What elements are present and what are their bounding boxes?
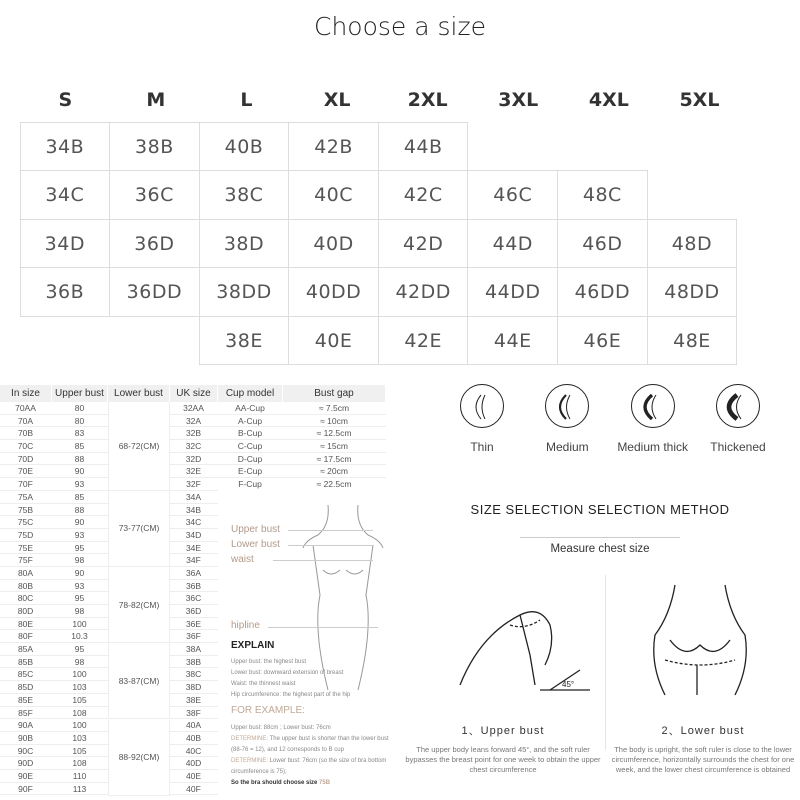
in-size-cell: 70AA [0, 402, 52, 414]
grid-cell: 36D [109, 219, 200, 269]
upper-bust-illustration-icon [450, 575, 600, 705]
thickness-option [525, 380, 609, 456]
example-heading: FOR EXAMPLE: [231, 705, 305, 716]
upper-bust-cell: 83 [52, 427, 108, 439]
in-size-cell: 90B [0, 732, 52, 744]
uk-size-cell: 32C [170, 440, 218, 452]
uk-size-cell: 36E [170, 618, 218, 630]
uk-size-cell: 38B [170, 656, 218, 668]
grid-cell: 44DD [467, 267, 558, 317]
grid-cell: 40E [288, 316, 379, 366]
upper-bust-cell: 103 [52, 681, 108, 693]
grid-cell: 40C [288, 170, 379, 220]
size-header: 4XL [588, 89, 629, 111]
lower-bust-group: 78-82(CM) [108, 567, 170, 643]
upper-bust-cell: 85 [52, 440, 108, 452]
column-header: Upper bust [52, 385, 108, 402]
uk-size-cell: 32F [170, 478, 218, 490]
table-row [0, 415, 386, 428]
in-size-cell: 85E [0, 694, 52, 706]
angle-label: 45° [562, 680, 575, 689]
upper-bust-cell: 108 [52, 757, 108, 769]
upper-bust-cell: 93 [52, 580, 108, 592]
in-size-cell: 85F [0, 707, 52, 719]
grid-row [20, 122, 745, 171]
upper-bust-cell: 90 [52, 516, 108, 528]
uk-size-cell: 34E [170, 542, 218, 554]
step-2-description: The body is upright, the soft ruler is close to the lower circumference, horizontally surrounds the chest for one week, and the lower chest circumference is obtained [611, 745, 795, 774]
in-size-cell: 70F [0, 478, 52, 490]
grid-cell: 42C [378, 170, 469, 220]
uk-size-cell: 36C [170, 592, 218, 604]
size-header: 2XL [407, 89, 448, 111]
upper-bust-cell: 100 [52, 618, 108, 630]
table-row [0, 465, 386, 478]
uk-size-cell: 36D [170, 605, 218, 617]
grid-row [20, 268, 745, 317]
grid-cell: 46E [557, 316, 648, 366]
uk-size-cell: 36F [170, 630, 218, 642]
waist-label: waist [231, 554, 254, 565]
in-size-cell: 90F [0, 783, 52, 795]
lower-bust-group: 88-92(CM) [108, 720, 170, 796]
grid-cell: 40B [199, 122, 290, 172]
uk-size-cell: 40F [170, 783, 218, 795]
upper-bust-cell: 10.3 [52, 630, 108, 642]
selection-heading: SIZE SELECTION SELECTION METHOD [470, 502, 730, 517]
upper-bust-cell: 110 [52, 770, 108, 782]
cup-model-cell: AA-Cup [218, 402, 283, 414]
size-header: L [240, 89, 253, 111]
explain-line: Upper bust: the highest bust [231, 659, 307, 665]
in-size-cell: 75B [0, 504, 52, 516]
upper-bust-cell: 80 [52, 402, 108, 414]
in-size-cell: 75D [0, 529, 52, 541]
upper-bust-cell: 108 [52, 707, 108, 719]
uk-size-cell: 34A [170, 491, 218, 503]
grid-cell: 42D [378, 219, 469, 269]
grid-cell: 44E [467, 316, 558, 366]
in-size-cell: 90E [0, 770, 52, 782]
uk-size-cell: 32D [170, 453, 218, 465]
uk-size-cell: 34B [170, 504, 218, 516]
table-row [0, 427, 386, 440]
uk-size-cell: 32E [170, 465, 218, 477]
grid-row [20, 171, 745, 220]
bust-gap-cell: ≈ 12.5cm [283, 427, 386, 439]
lower-bust-label: Lower bust [231, 539, 280, 550]
step-1-description: The upper body leans forward 45°, and the soft ruler bypasses the breast point for one week to obtain the upper chest circumference [405, 745, 601, 774]
in-size-cell: 90A [0, 719, 52, 731]
cup-model-cell: C-Cup [218, 440, 283, 452]
upper-bust-cell: 95 [52, 643, 108, 655]
uk-size-cell: 40A [170, 719, 218, 731]
cup-model-cell: F-Cup [218, 478, 283, 490]
size-header: S [58, 89, 73, 111]
in-size-cell: 75F [0, 554, 52, 566]
uk-size-cell: 36B [170, 580, 218, 592]
in-size-cell: 75E [0, 542, 52, 554]
uk-size-cell: 32B [170, 427, 218, 439]
table-header-row [0, 385, 386, 402]
upper-bust-cell: 113 [52, 783, 108, 795]
size-header: XL [323, 89, 351, 111]
upper-bust-cell: 93 [52, 529, 108, 541]
grid-cell: 38D [199, 219, 290, 269]
fabric-thickness-icon [460, 384, 504, 428]
uk-size-cell: 32AA [170, 402, 218, 414]
in-size-cell: 80E [0, 618, 52, 630]
upper-bust-cell: 98 [52, 605, 108, 617]
step-2-title: 2、Lower bust [661, 725, 745, 737]
grid-row [20, 219, 745, 268]
explain-line: Hip circumference: the highest part of the hip [231, 692, 351, 698]
hipline-label: hipline [231, 620, 260, 631]
thickness-option [611, 380, 695, 456]
grid-cell: 36C [109, 170, 200, 220]
in-size-cell: 90C [0, 745, 52, 757]
size-header: 5XL [679, 89, 720, 111]
grid-cell: 46DD [557, 267, 648, 317]
column-header: UK size [170, 385, 218, 402]
upper-bust-cell: 80 [52, 415, 108, 427]
in-size-cell: 75C [0, 516, 52, 528]
grid-cell: 42E [378, 316, 469, 366]
in-size-cell: 90D [0, 757, 52, 769]
in-size-cell: 70E [0, 465, 52, 477]
in-size-cell: 70D [0, 453, 52, 465]
uk-size-cell: 40B [170, 732, 218, 744]
upper-bust-cell: 88 [52, 453, 108, 465]
fabric-thickness-icon [631, 384, 675, 428]
grid-cell: 36B [20, 267, 111, 317]
example-conclusion: So the bra should choose size 75B [231, 780, 331, 786]
lower-bust-illustration-icon [635, 575, 765, 705]
uk-size-cell: 38E [170, 694, 218, 706]
in-size-cell: 70A [0, 415, 52, 427]
grid-cell [557, 122, 648, 172]
upper-bust-cell: 90 [52, 465, 108, 477]
thickness-label: Thickened [710, 440, 766, 454]
bust-gap-cell: ≈ 22.5cm [283, 478, 386, 490]
grid-cell: 46C [467, 170, 558, 220]
grid-header-row [20, 80, 745, 122]
grid-cell: 48E [647, 316, 738, 366]
in-size-cell: 70B [0, 427, 52, 439]
grid-cell: 38C [199, 170, 290, 220]
grid-cell: 34B [20, 122, 111, 172]
upper-bust-cell: 98 [52, 656, 108, 668]
table-row [0, 478, 386, 491]
thickness-label: Medium [545, 440, 589, 454]
uk-size-cell: 40C [170, 745, 218, 757]
upper-bust-cell: 90 [52, 567, 108, 579]
uk-size-cell: 38D [170, 681, 218, 693]
cup-model-cell: D-Cup [218, 453, 283, 465]
column-header: In size [0, 385, 52, 402]
upper-bust-cell: 103 [52, 732, 108, 744]
example-line: DETERMINE: The upper bust is shorter than the lower bust (88-76 = 12), and 12 corresponds to B cup [231, 736, 389, 753]
in-size-cell: 80D [0, 605, 52, 617]
thickness-option [696, 380, 780, 456]
uk-size-cell: 32A [170, 415, 218, 427]
grid-cell: 44B [378, 122, 469, 172]
grid-cell: 40DD [288, 267, 379, 317]
grid-cell: 44D [467, 219, 558, 269]
body-figure-panel [218, 490, 389, 797]
in-size-cell: 85C [0, 668, 52, 680]
grid-cell: 42DD [378, 267, 469, 317]
uk-size-cell: 34F [170, 554, 218, 566]
grid-cell: 40D [288, 219, 379, 269]
column-header: Cup model [218, 385, 283, 402]
fabric-thickness-icon [545, 384, 589, 428]
example-line: Upper bust: 88cm ; Lower bust: 76cm [231, 725, 331, 731]
in-size-cell: 80B [0, 580, 52, 592]
table-row [0, 402, 386, 415]
fabric-thickness-icon [716, 384, 760, 428]
upper-bust-cell: 100 [52, 719, 108, 731]
column-header: Lower bust [108, 385, 170, 402]
upper-bust-label: Upper bust [231, 524, 280, 535]
grid-cell [20, 316, 111, 366]
upper-bust-cell: 95 [52, 592, 108, 604]
grid-cell: 48D [647, 219, 738, 269]
grid-cell [109, 316, 200, 366]
lower-bust-group: 83-87(CM) [108, 643, 170, 719]
cup-model-cell: A-Cup [218, 415, 283, 427]
bust-gap-cell: ≈ 20cm [283, 465, 386, 477]
uk-size-cell: 34C [170, 516, 218, 528]
grid-cell: 36DD [109, 267, 200, 317]
uk-size-cell: 36A [170, 567, 218, 579]
thickness-label: Thin [470, 440, 494, 454]
explain-heading: EXPLAIN [231, 640, 275, 651]
uk-size-cell: 38C [170, 668, 218, 680]
thickness-options [440, 380, 780, 456]
bust-gap-cell: ≈ 17.5cm [283, 453, 386, 465]
grid-cell [467, 122, 558, 172]
in-size-cell: 85D [0, 681, 52, 693]
page-title: Choose a size [314, 12, 486, 41]
explain-line: Lower bust: downward extension of breast [231, 670, 344, 676]
grid-cell: 38B [109, 122, 200, 172]
in-size-cell: 80A [0, 567, 52, 579]
in-size-cell: 70C [0, 440, 52, 452]
example-line: DETERMINE: Lower bust: 76cm (so the size of bra bottom circumference is 75); [231, 758, 387, 775]
uk-size-cell: 38F [170, 707, 218, 719]
table-row [0, 453, 386, 466]
in-size-cell: 75A [0, 491, 52, 503]
column-header: Bust gap [283, 385, 386, 402]
lower-bust-group: 68-72(CM) [108, 402, 170, 491]
explain-line: Waist: the thinnest waist [231, 681, 296, 687]
grid-cell: 48C [557, 170, 648, 220]
grid-cell [647, 122, 738, 172]
grid-cell: 42B [288, 122, 379, 172]
step-1-title: 1、Upper bust [461, 725, 545, 737]
lower-bust-group: 73-77(CM) [108, 491, 170, 567]
measure-heading: Measure chest size [550, 543, 650, 555]
grid-row [20, 316, 745, 365]
upper-bust-cell: 98 [52, 554, 108, 566]
grid-cell: 38DD [199, 267, 290, 317]
grid-cell: 34C [20, 170, 111, 220]
upper-bust-cell: 93 [52, 478, 108, 490]
upper-bust-cell: 88 [52, 504, 108, 516]
bust-gap-cell: ≈ 7.5cm [283, 402, 386, 414]
uk-size-cell: 38A [170, 643, 218, 655]
cup-model-cell: E-Cup [218, 465, 283, 477]
size-header: 3XL [498, 89, 539, 111]
grid-cell: 38E [199, 316, 290, 366]
uk-size-cell: 34D [170, 529, 218, 541]
in-size-cell: 80C [0, 592, 52, 604]
in-size-cell: 85A [0, 643, 52, 655]
thickness-option [440, 380, 524, 456]
uk-size-cell: 40D [170, 757, 218, 769]
upper-bust-cell: 105 [52, 694, 108, 706]
upper-bust-cell: 85 [52, 491, 108, 503]
grid-cell: 48DD [647, 267, 738, 317]
upper-bust-cell: 105 [52, 745, 108, 757]
cup-model-cell: B-Cup [218, 427, 283, 439]
grid-cell [647, 170, 738, 220]
thickness-label: Medium thick [617, 440, 688, 454]
upper-bust-cell: 100 [52, 668, 108, 680]
bust-gap-cell: ≈ 10cm [283, 415, 386, 427]
bust-gap-cell: ≈ 15cm [283, 440, 386, 452]
table-row [0, 440, 386, 453]
size-grid [20, 80, 745, 365]
size-header: M [146, 89, 166, 111]
uk-size-cell: 40E [170, 770, 218, 782]
in-size-cell: 80F [0, 630, 52, 642]
in-size-cell: 85B [0, 656, 52, 668]
upper-bust-cell: 95 [52, 542, 108, 554]
grid-cell: 34D [20, 219, 111, 269]
grid-cell: 46D [557, 219, 648, 269]
